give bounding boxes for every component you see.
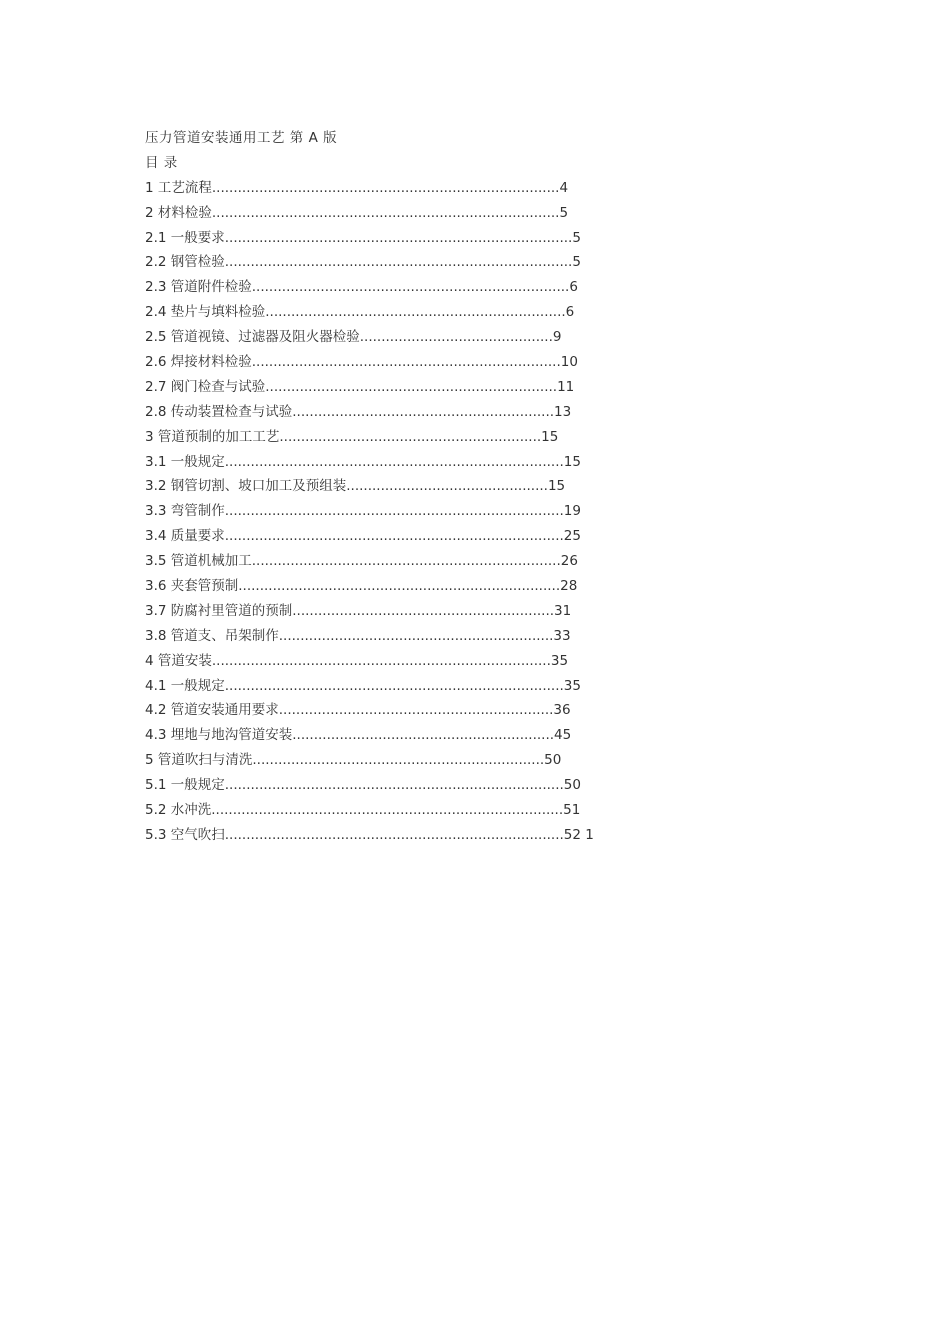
toc-item: 2.2 钢管检验.................................................................................5 xyxy=(145,254,581,271)
document-title: 压力管道安装通用工艺 第 A 版 xyxy=(145,130,338,146)
toc-item: 2.7 阀门检查与试验....................................................................11 xyxy=(145,378,575,395)
toc-item: 3.7 防腐衬里管道的预制.............................................................31 xyxy=(145,602,572,619)
toc-item: 2.4 垫片与填料检验......................................................................6 xyxy=(145,304,575,321)
toc-item: 2.1 一般要求.................................................................................5 xyxy=(145,229,581,246)
toc-list xyxy=(145,176,594,848)
toc-item: 2.3 管道附件检验..........................................................................6 xyxy=(145,279,578,296)
toc-item: 4.1 一般规定...............................................................................35 xyxy=(145,677,581,694)
toc-item: 5.3 空气吹扫...............................................................................52 1 xyxy=(145,826,594,843)
toc-item: 3 管道预制的加工工艺.............................................................15 xyxy=(145,428,559,445)
toc-item: 5.1 一般规定...............................................................................50 xyxy=(145,777,581,794)
document-content xyxy=(145,126,594,848)
toc-item: 5.2 水冲洗..................................................................................51 xyxy=(145,802,581,819)
toc-item: 1 工艺流程.................................................................................4 xyxy=(145,179,569,196)
toc-heading: 目 录 xyxy=(145,154,178,171)
toc-item: 3.2 钢管切割、坡口加工及预组装...............................................15 xyxy=(145,478,566,495)
toc-item: 4 管道安装...............................................................................35 xyxy=(145,652,569,669)
toc-item: 3.4 质量要求...............................................................................25 xyxy=(145,528,581,545)
toc-item: 3.3 弯管制作...............................................................................19 xyxy=(145,503,581,520)
toc-item: 2.8 传动装置检查与试验.............................................................13 xyxy=(145,403,572,420)
toc-item: 3.8 管道支、吊架制作................................................................33 xyxy=(145,627,571,644)
toc-item: 2 材料检验.................................................................................5 xyxy=(145,204,569,221)
toc-item: 3.1 一般规定...............................................................................15 xyxy=(145,453,581,470)
toc-item: 3.5 管道机械加工........................................................................26 xyxy=(145,553,578,570)
toc-item: 4.3 埋地与地沟管道安装.............................................................45 xyxy=(145,727,572,744)
toc-item: 2.6 焊接材料检验........................................................................10 xyxy=(145,354,578,371)
toc-item: 2.5 管道视镜、过滤器及阻火器检验.............................................9 xyxy=(145,329,562,346)
toc-item: 4.2 管道安装通用要求................................................................36 xyxy=(145,702,571,719)
toc-item: 3.6 夹套管预制...........................................................................28 xyxy=(145,578,578,595)
toc-item: 5 管道吹扫与清洗....................................................................50 xyxy=(145,752,562,769)
